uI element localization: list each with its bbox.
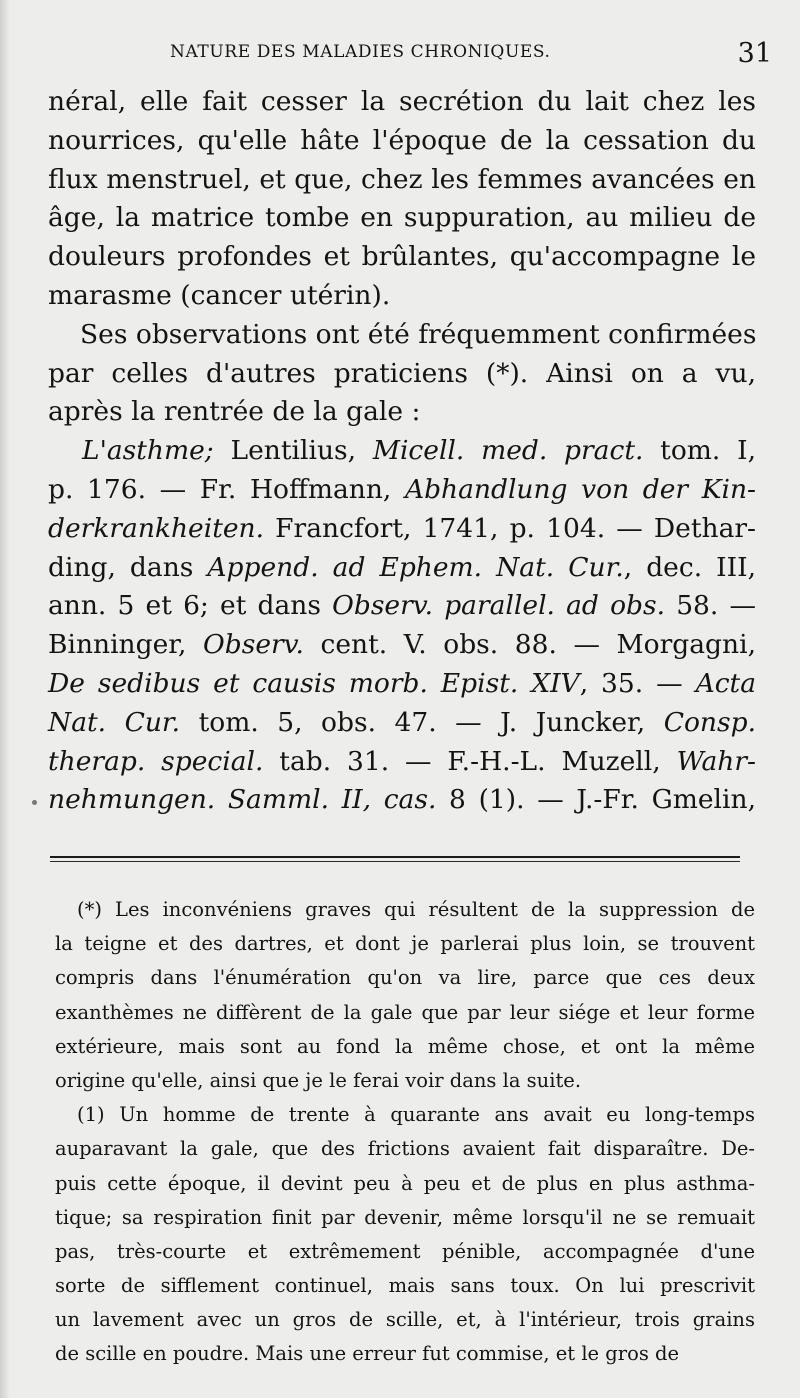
footnotes-line bbox=[55, 1064, 755, 1098]
text-span: tab. 31. — F.-H.-L. Muzell, bbox=[263, 745, 677, 777]
body-line bbox=[48, 393, 756, 432]
text-span: âge, la matrice tombe en suppuration, au milieu de bbox=[48, 202, 756, 234]
footnotes-line bbox=[55, 1132, 755, 1166]
italic-span: Observ. parallel. ad obs. bbox=[332, 590, 666, 622]
page-edge-shadow bbox=[0, 0, 10, 1398]
italic-span: nehmungen. Samml. II, cas. bbox=[48, 784, 437, 816]
text-span: ann. 5 et 6; et dans bbox=[48, 590, 333, 622]
text-span: par celles d'autres praticiens (*). Ainsi on a vu, bbox=[48, 357, 756, 389]
text-span: sorte de sifflement continuel, mais sans toux. On lui prescrivit bbox=[55, 1274, 755, 1298]
text-span: p. 176. — Fr. Hoffmann, bbox=[48, 473, 405, 505]
text-span: douleurs profondes et brûlantes, qu'accompagne le bbox=[48, 241, 756, 273]
text-span: la teigne et des dartres, et dont je parlerai plus loin, se trouvent bbox=[55, 932, 755, 956]
text-span: (1) Un homme de trente à quarante ans avait eu long-temps bbox=[77, 1103, 755, 1127]
body-text bbox=[48, 83, 756, 820]
text-span: tom. 5, obs. 47. — J. Juncker, bbox=[180, 706, 664, 738]
text-span: tique; sa respiration finit par devenir, même lorsqu'il ne se remuait bbox=[55, 1205, 755, 1229]
italic-span: Abhandlung von der Kin- bbox=[404, 473, 756, 505]
footnotes-line bbox=[55, 1337, 755, 1371]
page-number: 31 bbox=[737, 38, 772, 69]
italic-span: derkrankheiten. bbox=[48, 512, 265, 544]
text-span: de scille en poudre. Mais une erreur fut commise, et le gros de bbox=[55, 1342, 680, 1366]
footnotes-line bbox=[55, 1167, 755, 1201]
footnotes-line bbox=[55, 1098, 755, 1132]
page-header bbox=[170, 38, 772, 78]
text-span: pas, très-courte et extrêmement pénible, accompagnée d'une bbox=[55, 1239, 755, 1263]
body-line bbox=[48, 510, 756, 549]
text-span: puis cette époque, il devint peu à peu et de plus en plus asthma- bbox=[55, 1171, 755, 1195]
body-line bbox=[48, 781, 756, 820]
body-line bbox=[48, 83, 756, 122]
body-line bbox=[48, 161, 756, 200]
italic-span: Nat. Cur. bbox=[48, 706, 181, 738]
text-span: exanthèmes ne diffèrent de la gale que par leur siége et leur forme bbox=[55, 1000, 755, 1024]
body-line bbox=[48, 122, 756, 161]
body-line bbox=[48, 238, 756, 277]
text-span: tom. I, bbox=[643, 435, 756, 467]
italic-span: Wahr- bbox=[676, 745, 757, 777]
body-line bbox=[48, 277, 756, 316]
text-span: origine qu'elle, ainsi que je le ferai voir dans la suite. bbox=[55, 1068, 582, 1092]
text-span: après la rentrée de la gale : bbox=[48, 396, 421, 428]
body-line bbox=[48, 316, 756, 355]
text-span: néral, elle fait cesser la secrétion du lait chez les bbox=[48, 86, 756, 117]
italic-span: Observ. bbox=[203, 629, 304, 661]
text-span: Ses observations ont été fréquemment confirmées bbox=[80, 318, 757, 350]
paper-speck bbox=[32, 800, 37, 805]
running-head: NATURE DES MALADIES CHRONIQUES. bbox=[170, 42, 551, 62]
footnote-rule bbox=[50, 856, 740, 858]
text-span: flux menstruel, et que, chez les femmes avancées en bbox=[48, 163, 756, 195]
italic-span: De sedibus et causis morb. Epist. XIV bbox=[48, 667, 580, 699]
body-line bbox=[48, 471, 756, 510]
body-line bbox=[48, 665, 756, 704]
body-line bbox=[48, 432, 756, 471]
body-line bbox=[48, 743, 756, 782]
footnotes-line bbox=[55, 1030, 755, 1064]
body-line bbox=[48, 355, 756, 394]
text-span: marasme (cancer utérin). bbox=[48, 279, 391, 311]
text-span: Francfort, 1741, p. 104. — Dethar- bbox=[264, 512, 756, 544]
text-span: un lavement avec un gros de scille, et, à l'intérieur, trois grains bbox=[55, 1308, 755, 1332]
text-span: nourrices, qu'elle hâte l'époque de la cessation du bbox=[48, 124, 756, 156]
text-span: Binninger, bbox=[48, 629, 204, 661]
text-span: compris dans l'énumération qu'on va lire, parce que ces deux bbox=[55, 966, 755, 990]
footnotes-line bbox=[55, 893, 755, 927]
footnotes-line bbox=[55, 996, 755, 1030]
footnotes-line bbox=[55, 1201, 755, 1235]
text-span: Lentilius, bbox=[213, 435, 373, 467]
text-span: auparavant la gale, que des frictions avaient fait disparaître. De- bbox=[55, 1137, 755, 1161]
footnotes-line bbox=[55, 927, 755, 961]
text-span: , dec. III, bbox=[623, 551, 756, 583]
footnotes-line bbox=[55, 961, 755, 995]
body-line bbox=[48, 199, 756, 238]
italic-span: L'asthme; bbox=[82, 435, 214, 467]
text-span: 58. — bbox=[665, 590, 757, 622]
body-line bbox=[48, 587, 756, 626]
text-span: ding, dans bbox=[48, 551, 208, 583]
body-line bbox=[48, 626, 756, 665]
text-span: 8 (1). — J.-Fr. Gmelin, bbox=[436, 784, 756, 816]
italic-span: Consp. bbox=[663, 706, 756, 738]
italic-span: Append. ad Ephem. Nat. Cur. bbox=[207, 551, 624, 583]
body-line bbox=[48, 704, 756, 743]
text-span: , 35. — bbox=[579, 667, 696, 699]
body-line bbox=[48, 549, 756, 588]
text-span: extérieure, mais sont au fond la même chose, et ont la même bbox=[55, 1034, 755, 1058]
footnote-rule-thin bbox=[50, 861, 740, 862]
footnotes-line bbox=[55, 1235, 755, 1269]
italic-span: Acta bbox=[695, 667, 756, 699]
text-span: cent. V. obs. 88. — Morgagni, bbox=[303, 629, 756, 661]
text-span: (*) Les inconvéniens graves qui résultent de la suppression de bbox=[77, 898, 755, 921]
italic-span: therap. special. bbox=[48, 745, 264, 777]
footnotes bbox=[55, 893, 755, 1372]
italic-span: Micell. med. pract. bbox=[372, 435, 644, 467]
footnotes-line bbox=[55, 1269, 755, 1303]
footnotes-line bbox=[55, 1303, 755, 1337]
